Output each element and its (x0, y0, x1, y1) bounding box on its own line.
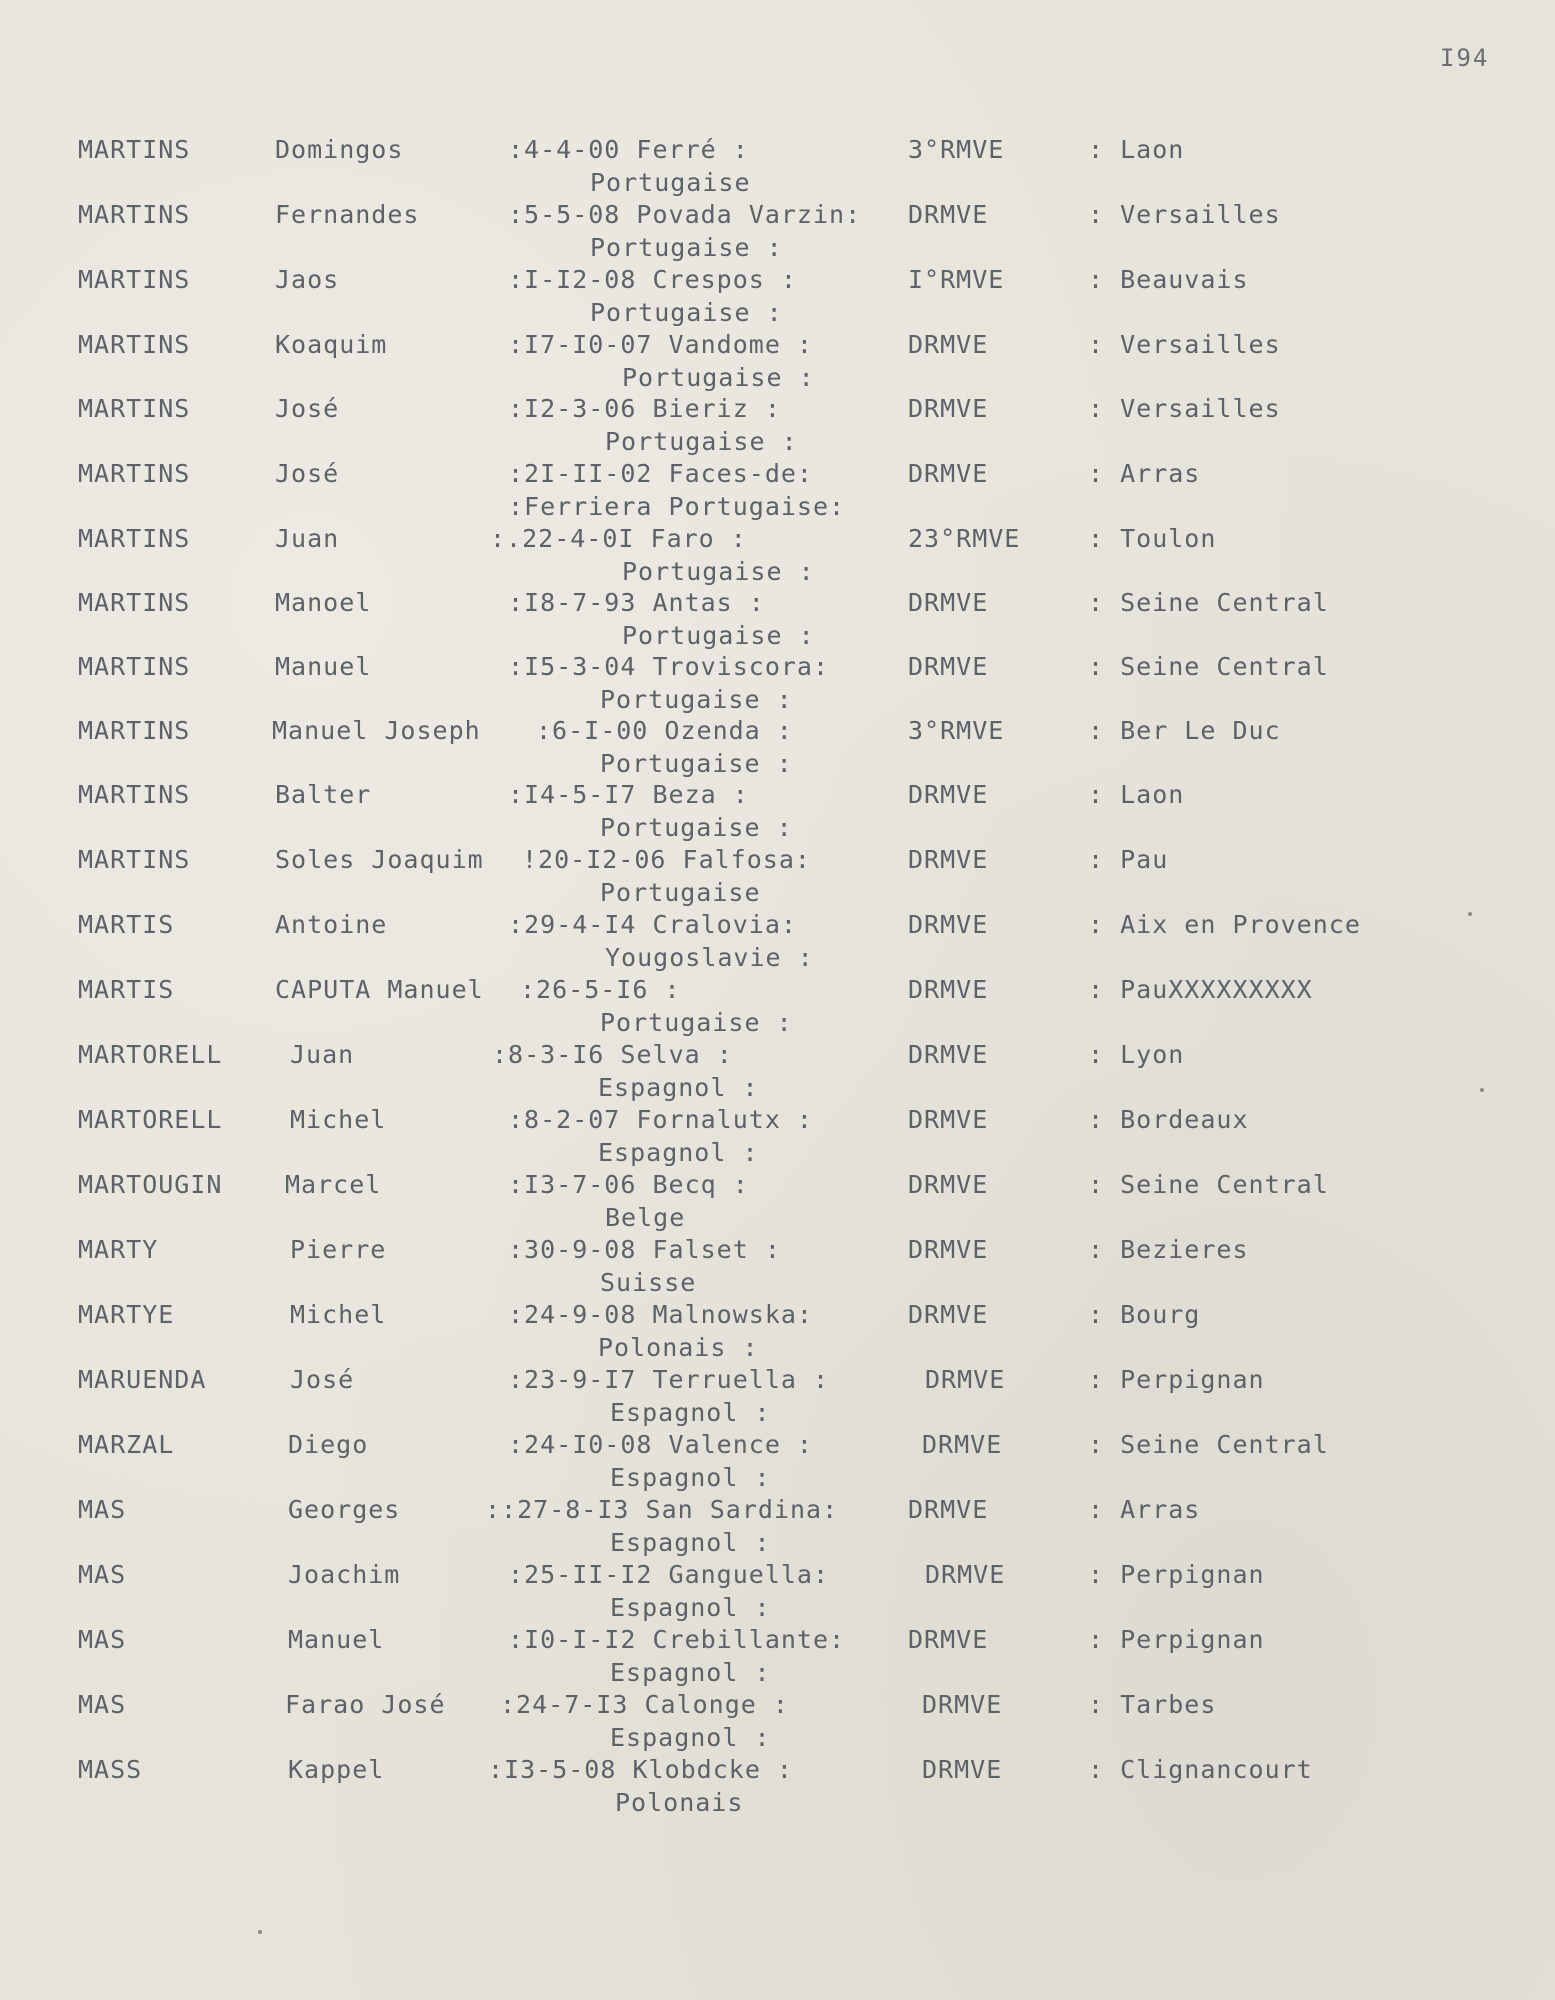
city: : Perpignan (1088, 1365, 1265, 1394)
unit: 3°RMVE (908, 716, 1005, 745)
given-name: Balter (275, 780, 372, 809)
record-row (0, 716, 1555, 780)
surname: MARTINS (78, 780, 191, 809)
nationality: Portugaise (600, 878, 761, 907)
given-name: Kappel (288, 1755, 385, 1784)
city: : Laon (1088, 780, 1185, 809)
birth-date-place: :26-5-I6 : (520, 975, 681, 1004)
nationality: Portugaise : (600, 1008, 793, 1037)
unit: DRMVE (908, 1495, 989, 1524)
birth-date-place: :6-I-00 Ozenda : (536, 716, 793, 745)
nationality: Portugaise : (600, 685, 793, 714)
record-row (0, 1625, 1555, 1689)
nationality: Portugaise : (590, 233, 783, 262)
record-row (0, 1365, 1555, 1429)
unit: DRMVE (908, 845, 989, 874)
surname: MARTINS (78, 459, 191, 488)
birth-date-place: :30-9-08 Falset : (508, 1235, 781, 1264)
city: : Arras (1088, 459, 1201, 488)
nationality: Espagnol : (610, 1593, 771, 1622)
unit: DRMVE (908, 652, 989, 681)
nationality: Portugaise (590, 168, 751, 197)
surname: MARTINS (78, 330, 191, 359)
unit: DRMVE (908, 910, 989, 939)
page-number: I94 (1440, 44, 1490, 72)
given-name: Jaos (275, 265, 340, 294)
unit: DRMVE (922, 1430, 1003, 1459)
given-name: Antoine (275, 910, 388, 939)
birth-date-place: :I0-I-I2 Crebillante: (508, 1625, 846, 1654)
record-row (0, 845, 1555, 909)
unit: DRMVE (908, 394, 989, 423)
given-name: Manuel (288, 1625, 385, 1654)
given-name: Georges (288, 1495, 401, 1524)
unit: DRMVE (925, 1365, 1006, 1394)
nationality: Espagnol : (610, 1463, 771, 1492)
record-row (0, 1105, 1555, 1169)
surname: MARTYE (78, 1300, 175, 1329)
unit: DRMVE (908, 780, 989, 809)
city: : Tarbes (1088, 1690, 1217, 1719)
record-row (0, 1560, 1555, 1624)
city: : Bezieres (1088, 1235, 1249, 1264)
unit: I°RMVE (908, 265, 1005, 294)
record-row (0, 459, 1555, 523)
unit: DRMVE (908, 1040, 989, 1069)
city: : Seine Central (1088, 652, 1329, 681)
unit: DRMVE (908, 1105, 989, 1134)
unit: DRMVE (922, 1755, 1003, 1784)
birth-date-place: :.22-4-0I Faro : (490, 524, 747, 553)
surname: MARTINS (78, 394, 191, 423)
birth-date-place: :I3-7-06 Becq : (508, 1170, 749, 1199)
surname: MARTINS (78, 135, 191, 164)
city: : Arras (1088, 1495, 1201, 1524)
surname: MAS (78, 1560, 127, 1589)
nationality: :Ferriera Portugaise: (508, 492, 846, 521)
nationality: Polonais : (598, 1333, 759, 1362)
surname: MARTIS (78, 975, 175, 1004)
unit: DRMVE (925, 1560, 1006, 1589)
record-row (0, 135, 1555, 199)
city: : Aix en Provence (1088, 910, 1361, 939)
given-name: Marcel (285, 1170, 382, 1199)
given-name: José (275, 394, 340, 423)
surname: MARTINS (78, 200, 191, 229)
surname: MARTINS (78, 588, 191, 617)
birth-date-place: :8-3-I6 Selva : (492, 1040, 733, 1069)
unit: DRMVE (908, 200, 989, 229)
city: : Lyon (1088, 1040, 1185, 1069)
nationality: Portugaise : (605, 427, 798, 456)
birth-date-place: :I3-5-08 Klobdcke : (488, 1755, 793, 1784)
unit: DRMVE (908, 1625, 989, 1654)
city: : Perpignan (1088, 1625, 1265, 1654)
surname: MAS (78, 1495, 127, 1524)
surname: MARZAL (78, 1430, 175, 1459)
surname: MARTINS (78, 524, 191, 553)
record-row (0, 588, 1555, 652)
record-row (0, 1235, 1555, 1299)
given-name: Fernandes (275, 200, 420, 229)
nationality: Espagnol : (598, 1138, 759, 1167)
given-name: Koaquim (275, 330, 388, 359)
record-row (0, 975, 1555, 1039)
paper-speck (1480, 1088, 1484, 1092)
record-row (0, 394, 1555, 458)
birth-date-place: :24-I0-08 Valence : (508, 1430, 813, 1459)
birth-date-place: :29-4-I4 Cralovia: (508, 910, 797, 939)
nationality: Portugaise : (600, 749, 793, 778)
birth-date-place: :I5-3-04 Troviscora: (508, 652, 830, 681)
given-name: Manoel (275, 588, 372, 617)
surname: MARTY (78, 1235, 159, 1264)
record-row (0, 1430, 1555, 1494)
given-name: Manuel (275, 652, 372, 681)
unit: 3°RMVE (908, 135, 1005, 164)
city: : Seine Central (1088, 1430, 1329, 1459)
nationality: Yougoslavie : (605, 943, 814, 972)
unit: DRMVE (908, 588, 989, 617)
city: : Toulon (1088, 524, 1217, 553)
surname: MARTIS (78, 910, 175, 939)
given-name: Domingos (275, 135, 404, 164)
surname: MARTINS (78, 845, 191, 874)
city: : Bourg (1088, 1300, 1201, 1329)
surname: MARTORELL (78, 1040, 223, 1069)
surname: MAS (78, 1625, 127, 1654)
nationality: Belge (605, 1203, 686, 1232)
birth-date-place: :I4-5-I7 Beza : (508, 780, 749, 809)
nationality: Portugaise : (590, 298, 783, 327)
birth-date-place: :I-I2-08 Crespos : (508, 265, 797, 294)
city: : Beauvais (1088, 265, 1249, 294)
record-row (0, 1300, 1555, 1364)
unit: DRMVE (908, 1170, 989, 1199)
given-name: Manuel Joseph (272, 716, 481, 745)
given-name: José (275, 459, 340, 488)
given-name: Pierre (290, 1235, 387, 1264)
nationality: Espagnol : (610, 1658, 771, 1687)
nationality: Portugaise : (622, 621, 815, 650)
nationality: Suisse (600, 1268, 697, 1297)
city: : Clignancourt (1088, 1755, 1313, 1784)
birth-date-place: :5-5-08 Povada Varzin: (508, 200, 862, 229)
unit: DRMVE (908, 1300, 989, 1329)
record-row (0, 330, 1555, 394)
given-name: Juan (290, 1040, 355, 1069)
city: : PauXXXXXXXXX (1088, 975, 1313, 1004)
given-name: Diego (288, 1430, 369, 1459)
nationality: Espagnol : (610, 1723, 771, 1752)
city: : Versailles (1088, 394, 1281, 423)
record-row (0, 1755, 1555, 1819)
birth-date-place: :I8-7-93 Antas : (508, 588, 765, 617)
city: : Laon (1088, 135, 1185, 164)
given-name: Farao José (285, 1690, 446, 1719)
record-row (0, 265, 1555, 329)
given-name: Michel (290, 1300, 387, 1329)
city: : Versailles (1088, 330, 1281, 359)
surname: MARUENDA (78, 1365, 207, 1394)
given-name: CAPUTA Manuel (275, 975, 484, 1004)
birth-date-place: :24-7-I3 Calonge : (500, 1690, 789, 1719)
surname: MARTOUGIN (78, 1170, 223, 1199)
unit: DRMVE (922, 1690, 1003, 1719)
birth-date-place: :2I-II-02 Faces-de: (508, 459, 813, 488)
nationality: Portugaise : (622, 557, 815, 586)
unit: DRMVE (908, 975, 989, 1004)
record-row (0, 1170, 1555, 1234)
city: : Perpignan (1088, 1560, 1265, 1589)
record-row (0, 1040, 1555, 1104)
given-name: Juan (275, 524, 340, 553)
record-row (0, 1495, 1555, 1559)
record-row (0, 200, 1555, 264)
record-row (0, 910, 1555, 974)
surname: MARTINS (78, 265, 191, 294)
paper-speck (258, 1930, 262, 1934)
birth-date-place: ::27-8-I3 San Sardina: (485, 1495, 839, 1524)
surname: MASS (78, 1755, 143, 1784)
nationality: Espagnol : (610, 1528, 771, 1557)
given-name: Soles Joaquim (275, 845, 484, 874)
given-name: Joachim (288, 1560, 401, 1589)
record-row (0, 1690, 1555, 1754)
surname: MAS (78, 1690, 127, 1719)
nationality: Portugaise : (622, 363, 815, 392)
record-row (0, 652, 1555, 716)
city: : Versailles (1088, 200, 1281, 229)
record-row (0, 524, 1555, 588)
paper-speck (1468, 912, 1472, 916)
birth-date-place: :25-II-I2 Ganguella: (508, 1560, 830, 1589)
city: : Pau (1088, 845, 1169, 874)
surname: MARTINS (78, 716, 191, 745)
birth-date-place: :I7-I0-07 Vandome : (508, 330, 813, 359)
nationality: Polonais (615, 1788, 744, 1817)
nationality: Espagnol : (610, 1398, 771, 1427)
given-name: José (290, 1365, 355, 1394)
city: : Ber Le Duc (1088, 716, 1281, 745)
unit: DRMVE (908, 1235, 989, 1264)
nationality: Portugaise : (600, 813, 793, 842)
city: : Seine Central (1088, 1170, 1329, 1199)
surname: MARTINS (78, 652, 191, 681)
birth-date-place: :23-9-I7 Terruella : (508, 1365, 830, 1394)
given-name: Michel (290, 1105, 387, 1134)
birth-date-place: :I2-3-06 Bieriz : (508, 394, 781, 423)
unit: DRMVE (908, 459, 989, 488)
unit: 23°RMVE (908, 524, 1021, 553)
surname: MARTORELL (78, 1105, 223, 1134)
unit: DRMVE (908, 330, 989, 359)
birth-date-place: :24-9-08 Malnowska: (508, 1300, 813, 1329)
city: : Bordeaux (1088, 1105, 1249, 1134)
record-row (0, 780, 1555, 844)
birth-date-place: !20-I2-06 Falfosa: (522, 845, 811, 874)
city: : Seine Central (1088, 588, 1329, 617)
birth-date-place: :4-4-00 Ferré : (508, 135, 749, 164)
birth-date-place: :8-2-07 Fornalutx : (508, 1105, 813, 1134)
nationality: Espagnol : (598, 1073, 759, 1102)
